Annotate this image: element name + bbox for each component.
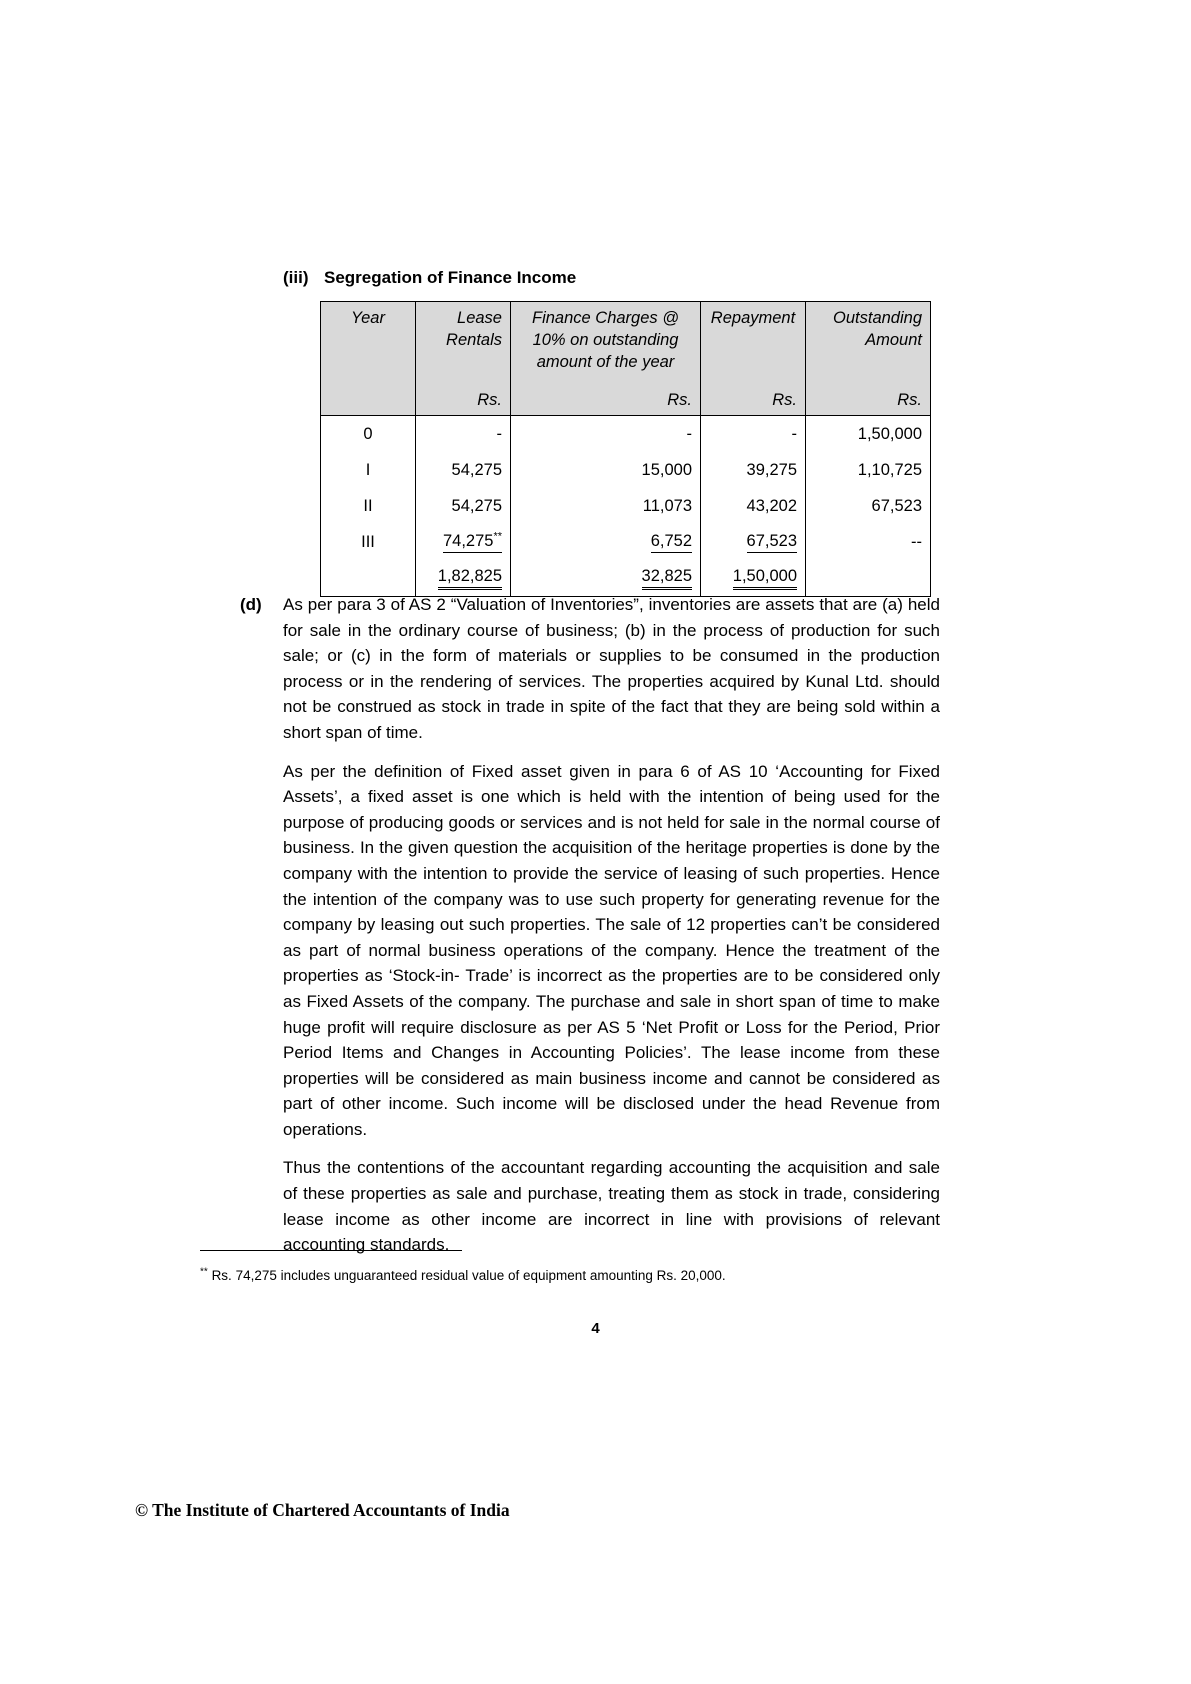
- page-number: 4: [591, 1320, 600, 1337]
- cell-repayment: 43,202: [701, 488, 806, 524]
- table-row: [321, 524, 931, 560]
- paragraph-1: As per para 3 of AS 2 “Valuation of Inventories”, inventories are assets that are (a) held for sale in the ordinary course of business; (b) in the process of production for such sale; or (c) in the form of materials or supplies to be consumed in the production process or in the rendering of services. The properties acquired by Kunal Ltd. should not be construed as stock in trade in spite of the fact that they are being sold within a short span of time.: [283, 595, 940, 742]
- table-header-row: [321, 302, 931, 416]
- cell-year: II: [321, 488, 416, 524]
- cell-finance: 11,073: [511, 488, 701, 524]
- footnote-marker: **: [200, 1266, 208, 1278]
- cell-repayment: 67,523: [701, 524, 806, 560]
- cell-repayment: 39,275: [701, 452, 806, 488]
- answer-d-text: [283, 592, 940, 1258]
- cell-year: 0: [321, 416, 416, 453]
- cell-repayment: -: [701, 416, 806, 453]
- answer-d-label: (d): [240, 595, 262, 614]
- cell-repayment-total: 1,50,000: [701, 560, 806, 597]
- footnote-divider: [200, 1250, 462, 1251]
- cell-lease: 54,275: [416, 488, 511, 524]
- cell-finance: 6,752: [511, 524, 701, 560]
- paragraph-3: Thus the contentions of the accountant regarding accounting the acquisition and sale of these properties as sale and purchase, treating them as stock in trade, considering lease income as other income are incorrect in line with provisions of relevant accounting standards.: [283, 1158, 940, 1255]
- section-title: Segregation of Finance Income: [324, 268, 577, 287]
- footnote: [200, 1250, 940, 1284]
- cell-lease: 74,275**: [416, 524, 511, 560]
- cell-finance: -: [511, 416, 701, 453]
- finance-income-table-wrap: [320, 301, 931, 597]
- table-row: [321, 488, 931, 524]
- cell-lease: 54,275: [416, 452, 511, 488]
- cell-outstanding: --: [806, 524, 931, 560]
- header-repayment: Repayment Rs.: [701, 302, 806, 416]
- header-finance-charges: Finance Charges @ 10% on outstanding amount of the year Rs.: [511, 302, 701, 416]
- table-row: [321, 452, 931, 488]
- header-lease-rentals: Lease Rentals Rs.: [416, 302, 511, 416]
- cell-finance: 15,000: [511, 452, 701, 488]
- cell-year: I: [321, 452, 416, 488]
- footnote-marker-ref: **: [493, 530, 502, 542]
- cell-lease-total: 1,82,825: [416, 560, 511, 597]
- cell-lease: -: [416, 416, 511, 453]
- answer-d: [240, 592, 940, 1271]
- cell-outstanding: 1,10,725: [806, 452, 931, 488]
- table-row: [321, 416, 931, 453]
- section-heading: [283, 268, 576, 288]
- cell-outstanding: 67,523: [806, 488, 931, 524]
- header-year: Year: [321, 302, 416, 416]
- cell-outstanding: 1,50,000: [806, 416, 931, 453]
- paragraph-2: As per the definition of Fixed asset given in para 6 of AS 10 ‘Accounting for Fixed Assets’, a fixed asset is one which is held with the intention of being used for the purpose of producing goods or services and is not held for sale in the normal course of business. In the given question the acquisition of the heritage properties is done by the company with the intention to provide the service of leasing of such properties. Hence the intention of the company was to use such property for generating revenue for the company by leasing out such properties. The sale of 12 properties can’t be considered as part of normal business operations of the company. Hence the treatment of the properties as ‘Stock-in- Trade’ is incorrect as the properties are to be considered only as Fixed Assets of the company. The purchase and sale in short span of time to make huge profit will require disclosure as per AS 5 ‘Net Profit or Loss for the Period, Prior Period Items and Changes in Accounting Policies’. The lease income from these properties will be considered as main business income and cannot be considered as part of other income. Such income will be disclosed under the head Revenue from operations.: [283, 761, 940, 1139]
- cell-finance-total: 32,825: [511, 560, 701, 597]
- cell-year: III: [321, 524, 416, 560]
- section-label: (iii): [283, 268, 309, 287]
- copyright-footer: © The Institute of Chartered Accountants of India: [135, 1500, 510, 1520]
- footnote-text: ** Rs. 74,275 includes unguaranteed residual value of equipment amounting Rs. 20,000.: [200, 1266, 726, 1283]
- finance-income-table: [320, 301, 931, 597]
- header-outstanding-amount: Outstanding Amount Rs.: [806, 302, 931, 416]
